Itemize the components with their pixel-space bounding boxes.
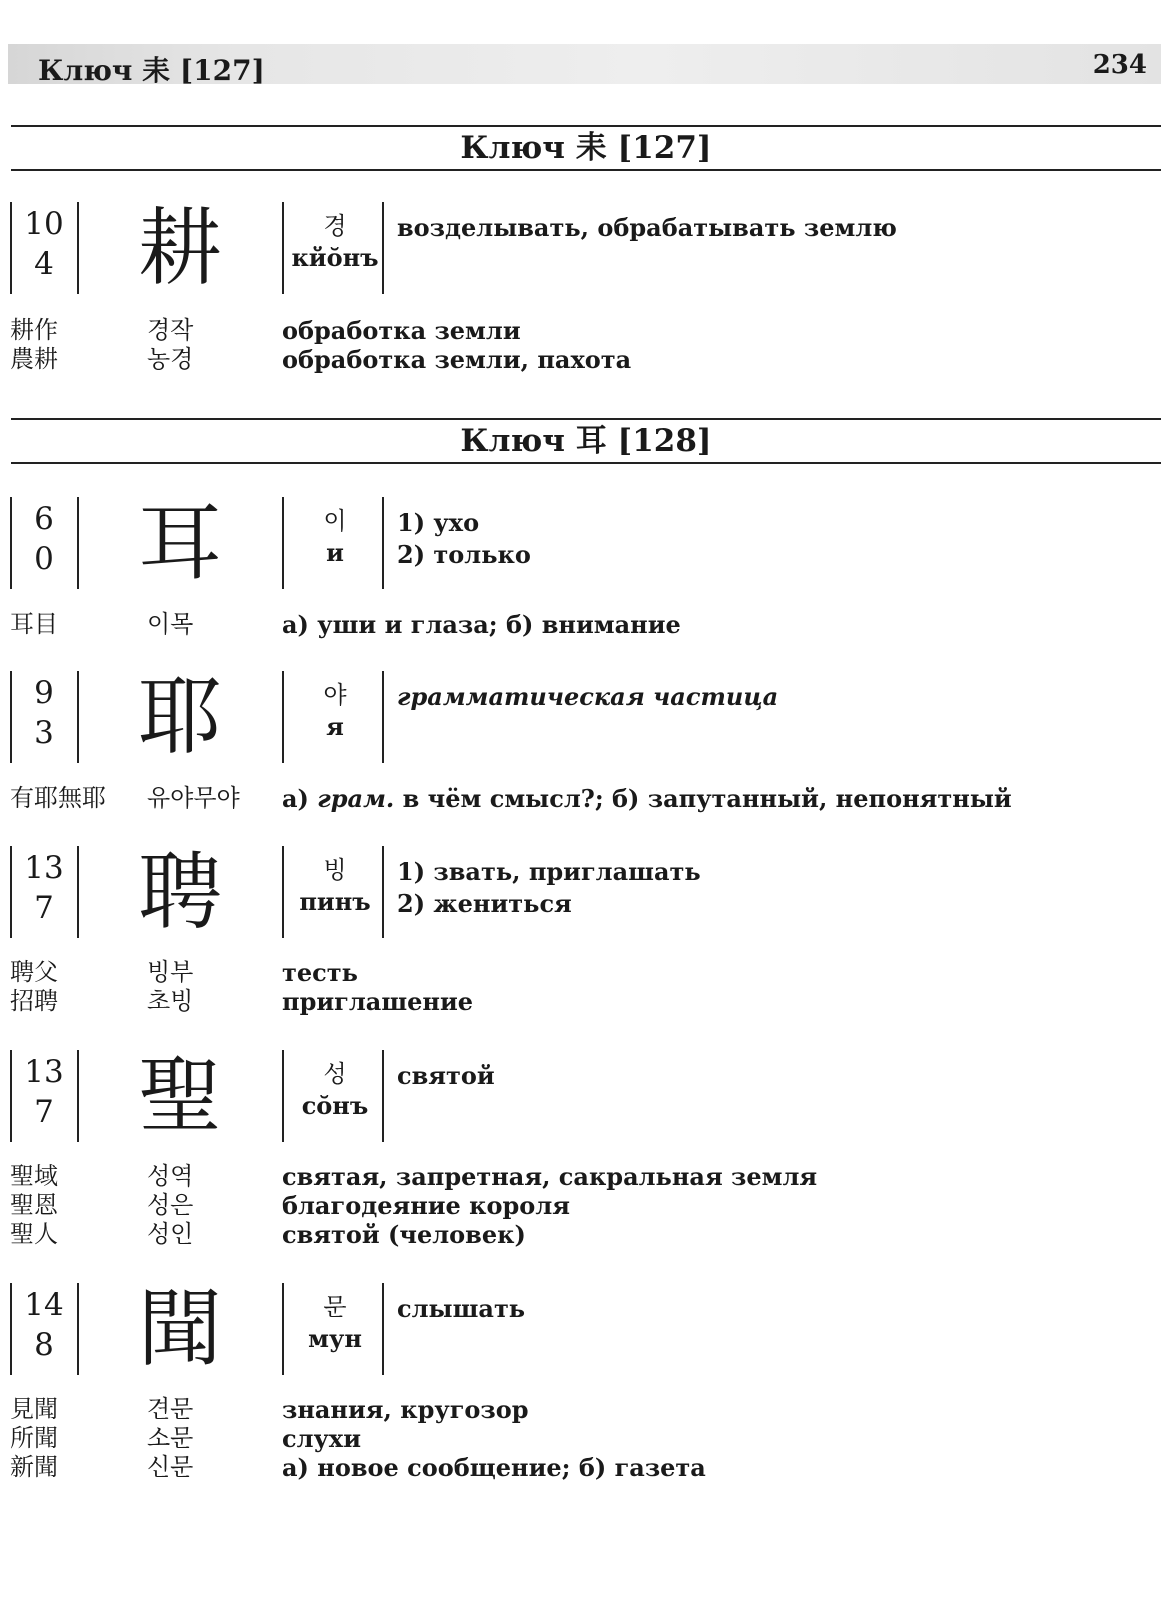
compound-row bbox=[10, 316, 1150, 345]
compound-row bbox=[10, 1424, 1150, 1453]
compound-hanja: 聖域 bbox=[10, 1162, 58, 1190]
compound-hangul: 견문 bbox=[147, 1395, 194, 1423]
compound-translation: а) новое сообщение; б) газета bbox=[282, 1453, 706, 1482]
compound-hanja: 招聘 bbox=[10, 987, 58, 1015]
meanings bbox=[397, 507, 1137, 571]
compound-row bbox=[10, 1220, 1150, 1249]
headword-character: 聞 bbox=[137, 1280, 222, 1378]
meaning-line: грамматическая частица bbox=[397, 682, 779, 711]
translation-rest: в чём смысл?; б) запутанный, непонятный bbox=[394, 784, 1012, 813]
section-title-radical-128: Ключ 耳 [128] bbox=[11, 418, 1161, 464]
compound-row bbox=[10, 784, 1150, 813]
reading bbox=[286, 210, 384, 274]
divider bbox=[77, 671, 79, 763]
compound-row bbox=[10, 345, 1150, 374]
meaning-line: 1) звать, приглашать bbox=[397, 857, 701, 886]
headword-character: 聖 bbox=[137, 1047, 222, 1145]
compound-list bbox=[10, 1395, 1150, 1482]
divider bbox=[77, 1050, 79, 1142]
reading-korean: 이 bbox=[323, 507, 347, 535]
divider bbox=[77, 202, 79, 294]
compound-hangul: 빙부 bbox=[147, 958, 194, 986]
meaning-line: святой bbox=[397, 1061, 495, 1090]
stroke-counts bbox=[10, 204, 78, 284]
page-header bbox=[8, 44, 1161, 87]
divider bbox=[282, 846, 284, 938]
compound-row bbox=[10, 1395, 1150, 1424]
entry-ping bbox=[10, 843, 1161, 942]
compound-hanja: 耕作 bbox=[10, 316, 58, 344]
compound-hanja: 農耕 bbox=[10, 345, 58, 373]
compound-translation: знания, кругозор bbox=[282, 1395, 529, 1424]
compound-hangul: 성인 bbox=[147, 1220, 194, 1248]
compound-translation: обработка земли bbox=[282, 316, 521, 345]
meaning-line: 1) ухо bbox=[397, 508, 480, 537]
divider bbox=[77, 846, 79, 938]
reading bbox=[286, 505, 384, 569]
divider bbox=[382, 202, 384, 294]
compound-hangul: 소문 bbox=[147, 1424, 194, 1452]
divider bbox=[77, 1283, 79, 1375]
compound-hanja: 耳目 bbox=[10, 610, 58, 638]
compound-list bbox=[10, 610, 1150, 639]
compound-hangul: 신문 bbox=[147, 1453, 194, 1481]
headword-character: 耳 bbox=[137, 494, 222, 592]
headword-character: 聘 bbox=[137, 843, 222, 941]
meaning-line: слышать bbox=[397, 1294, 526, 1323]
reading bbox=[286, 854, 384, 918]
compound-row bbox=[10, 1453, 1150, 1482]
stroke-count-extra: 7 bbox=[34, 1094, 54, 1130]
compound-list bbox=[10, 958, 1150, 1016]
divider bbox=[382, 846, 384, 938]
stroke-counts bbox=[10, 1285, 78, 1365]
divider bbox=[382, 1283, 384, 1375]
reading-russian: пинъ bbox=[299, 887, 371, 916]
section-title-radical-127: Ключ 耒 [127] bbox=[11, 125, 1161, 171]
compound-hangul: 유야무야 bbox=[147, 784, 240, 812]
entry-geng bbox=[10, 199, 1161, 298]
compound-row bbox=[10, 958, 1150, 987]
compound-translation: святая, запретная, сакральная земля bbox=[282, 1162, 818, 1191]
stroke-count-total: 6 bbox=[34, 501, 54, 537]
compound-translation: тесть bbox=[282, 958, 358, 987]
meaning-line: 2) жениться bbox=[397, 889, 572, 918]
stroke-count-extra: 4 bbox=[34, 246, 54, 282]
reading bbox=[286, 1291, 384, 1355]
stroke-count-extra: 3 bbox=[34, 715, 54, 751]
compound-hanja: 新聞 bbox=[10, 1453, 58, 1481]
meanings bbox=[397, 856, 1137, 920]
compound-hangul: 초빙 bbox=[147, 987, 194, 1015]
compound-hangul: 성은 bbox=[147, 1191, 194, 1219]
compound-hanja: 所聞 bbox=[10, 1424, 58, 1452]
page-header-title: Ключ 耒 [127] bbox=[38, 54, 265, 87]
divider bbox=[282, 671, 284, 763]
divider bbox=[382, 1050, 384, 1142]
compound-translation: приглашение bbox=[282, 987, 474, 1016]
stroke-counts bbox=[10, 499, 78, 579]
compound-translation: благодеяние короля bbox=[282, 1191, 570, 1220]
grammar-abbreviation: грам. bbox=[317, 784, 395, 813]
compound-hangul: 농경 bbox=[147, 345, 194, 373]
entry-mun bbox=[10, 1280, 1161, 1379]
compound-translation: слухи bbox=[282, 1424, 362, 1453]
compound-translation: а) уши и глаза; б) внимание bbox=[282, 610, 681, 639]
meaning-line: 2) только bbox=[397, 540, 531, 569]
compound-translation: святой (человек) bbox=[282, 1220, 526, 1249]
meanings bbox=[397, 681, 1137, 713]
divider bbox=[382, 497, 384, 589]
stroke-count-extra: 8 bbox=[34, 1327, 54, 1363]
meanings bbox=[397, 1293, 1137, 1325]
reading-russian: сŏнъ bbox=[301, 1091, 369, 1120]
stroke-count-total: 9 bbox=[34, 675, 54, 711]
page-number: 234 bbox=[1092, 50, 1147, 80]
reading bbox=[286, 679, 384, 743]
entry-ya bbox=[10, 668, 1161, 767]
compound-hanja: 見聞 bbox=[10, 1395, 58, 1423]
meaning-line: возделывать, обрабатывать землю bbox=[397, 213, 897, 242]
meanings bbox=[397, 1060, 1137, 1092]
stroke-count-extra: 0 bbox=[34, 541, 54, 577]
entry-song bbox=[10, 1047, 1161, 1146]
divider bbox=[382, 671, 384, 763]
reading-russian: и bbox=[326, 538, 344, 567]
stroke-count-total: 13 bbox=[24, 1054, 64, 1090]
reading bbox=[286, 1058, 384, 1122]
compound-row bbox=[10, 1162, 1150, 1191]
headword-character: 耕 bbox=[137, 199, 222, 297]
stroke-count-extra: 7 bbox=[34, 890, 54, 926]
translation-prefix: а) bbox=[282, 784, 318, 813]
divider bbox=[282, 1050, 284, 1142]
compound-translation: обработка земли, пахота bbox=[282, 345, 632, 374]
compound-hanja: 聖人 bbox=[10, 1220, 58, 1248]
compound-list bbox=[10, 1162, 1150, 1249]
reading-russian: кйŏнъ bbox=[291, 243, 379, 272]
stroke-counts bbox=[10, 673, 78, 753]
divider bbox=[282, 202, 284, 294]
stroke-count-total: 13 bbox=[24, 850, 64, 886]
stroke-count-total: 14 bbox=[24, 1287, 64, 1323]
divider bbox=[282, 1283, 284, 1375]
compound-hangul: 성역 bbox=[147, 1162, 194, 1190]
entry-i bbox=[10, 494, 1161, 593]
compound-hanja: 聖恩 bbox=[10, 1191, 58, 1219]
compound-hangul: 이목 bbox=[147, 610, 194, 638]
compound-row bbox=[10, 1191, 1150, 1220]
compound-hanja: 聘父 bbox=[10, 958, 58, 986]
compound-row bbox=[10, 610, 1150, 639]
reading-korean: 경 bbox=[323, 212, 347, 240]
reading-russian: мун bbox=[308, 1324, 362, 1353]
compound-list bbox=[10, 316, 1150, 374]
divider bbox=[77, 497, 79, 589]
compound-hangul: 경작 bbox=[147, 316, 194, 344]
compound-list bbox=[10, 784, 1150, 813]
reading-korean: 야 bbox=[323, 681, 347, 709]
reading-korean: 문 bbox=[323, 1293, 347, 1321]
stroke-counts bbox=[10, 1052, 78, 1132]
compound-row bbox=[10, 987, 1150, 1016]
reading-russian: я bbox=[326, 712, 344, 741]
meanings bbox=[397, 212, 1137, 244]
reading-korean: 성 bbox=[323, 1060, 347, 1088]
divider bbox=[282, 497, 284, 589]
compound-hanja: 有耶無耶 bbox=[10, 784, 106, 812]
stroke-counts bbox=[10, 848, 78, 928]
compound-translation bbox=[282, 784, 1012, 813]
headword-character: 耶 bbox=[137, 668, 222, 766]
reading-korean: 빙 bbox=[323, 856, 347, 884]
stroke-count-total: 10 bbox=[24, 206, 64, 242]
